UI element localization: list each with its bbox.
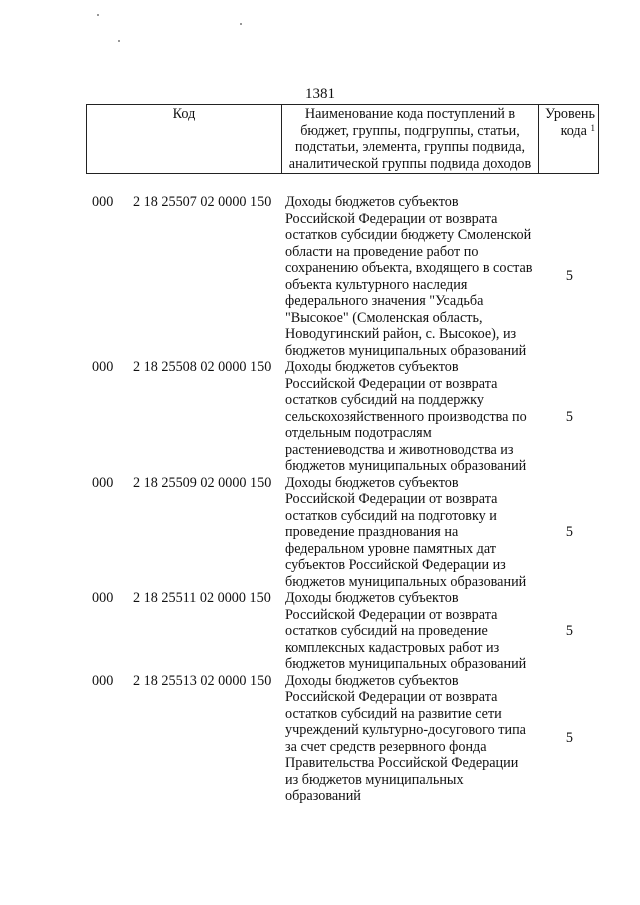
revenue-name-line: учреждений культурно-досугового типа bbox=[285, 722, 526, 738]
revenue-name-line: Доходы бюджетов субъектов bbox=[285, 359, 459, 375]
table-row bbox=[86, 359, 599, 475]
revenue-name-line: остатков субсидии бюджету Смоленской bbox=[285, 227, 532, 243]
table-row bbox=[86, 673, 599, 805]
revenue-name-line: Российской Федерации от возврата bbox=[285, 210, 498, 227]
header-code bbox=[87, 105, 282, 174]
revenue-name-line: Российской Федерации от возврата bbox=[285, 689, 498, 705]
revenue-name-line: бюджетов муниципальных образований bbox=[285, 573, 527, 590]
revenue-name-line: бюджетов муниципальных образований bbox=[285, 342, 527, 359]
header-name-line: Наименование кода поступлений в bbox=[304, 106, 516, 122]
revenue-name-line: Доходы бюджетов субъектов bbox=[285, 590, 459, 606]
revenue-name-line: федерального значения "Усадьба bbox=[285, 293, 484, 309]
revenue-name bbox=[285, 475, 533, 591]
revenue-name-line: комплексных кадастровых работ из bbox=[285, 639, 500, 656]
table-row bbox=[86, 194, 599, 359]
level-code: 5 bbox=[565, 730, 573, 747]
revenue-name-line: отдельным подотраслям bbox=[285, 425, 432, 441]
revenue-code-list bbox=[86, 194, 599, 805]
level-code: 5 bbox=[565, 623, 573, 639]
header-name-line: подстатьи, элемента, группы подвида, bbox=[294, 139, 526, 155]
revenue-code: 2 18 25509 02 0000 150 bbox=[133, 474, 272, 491]
level-code: 5 bbox=[565, 524, 573, 540]
revenue-name-line: Доходы бюджетов субъектов bbox=[285, 672, 459, 689]
level-code: 5 bbox=[565, 408, 573, 425]
table-row bbox=[86, 590, 599, 673]
revenue-name-line: бюджетов муниципальных образований bbox=[285, 458, 527, 474]
header-level-line: Уровень bbox=[545, 106, 595, 122]
revenue-name-line: остатков субсидий на подготовку и bbox=[285, 507, 497, 524]
revenue-name-line: остатков субсидий на проведение bbox=[285, 623, 488, 639]
revenue-name-line: "Высокое" (Смоленская область, bbox=[285, 309, 483, 326]
scan-speck bbox=[118, 40, 120, 42]
revenue-name bbox=[285, 194, 533, 359]
revenue-name-line: растениеводства и животноводства из bbox=[285, 441, 514, 458]
header-level bbox=[539, 105, 599, 174]
revenue-code: 2 18 25511 02 0000 150 bbox=[133, 590, 271, 606]
revenue-name-line: объекта культурного наследия bbox=[285, 276, 468, 293]
revenue-name-line: остатков субсидий на развитие сети bbox=[285, 705, 502, 722]
revenue-code: 2 18 25507 02 0000 150 bbox=[133, 194, 272, 210]
page-number: 1381 bbox=[305, 86, 335, 102]
revenue-name-line: образований bbox=[285, 788, 361, 804]
revenue-name-line: за счет средств резервного фонда bbox=[285, 738, 487, 755]
revenue-name-line: Доходы бюджетов субъектов bbox=[285, 194, 459, 210]
revenue-name bbox=[285, 590, 533, 673]
admin-code: 000 bbox=[92, 194, 114, 210]
revenue-name-line: субъектов Российской Федерации из bbox=[285, 557, 506, 573]
admin-code: 000 bbox=[92, 474, 114, 491]
admin-code: 000 bbox=[92, 359, 114, 375]
revenue-name-line: Российской Федерации от возврата bbox=[285, 606, 498, 623]
revenue-name-line: Новодугинский район, с. Высокое), из bbox=[285, 326, 517, 342]
scan-speck bbox=[97, 14, 99, 16]
revenue-code: 2 18 25508 02 0000 150 bbox=[133, 359, 272, 375]
revenue-name-line: Доходы бюджетов субъектов bbox=[285, 474, 459, 491]
header-code-label: Код bbox=[172, 106, 196, 122]
column-header-table bbox=[86, 104, 599, 174]
revenue-name-line: сельскохозяйственного производства по bbox=[285, 408, 527, 425]
header-name bbox=[282, 105, 539, 174]
header-level-line: кода bbox=[560, 122, 587, 139]
level-code: 5 bbox=[565, 268, 573, 285]
revenue-name-line: бюджетов муниципальных образований bbox=[285, 656, 527, 672]
admin-code: 000 bbox=[92, 590, 114, 606]
header-name-line: аналитической группы подвида доходов bbox=[288, 155, 532, 172]
revenue-name bbox=[285, 673, 533, 805]
revenue-name-line: области на проведение работ по bbox=[285, 243, 479, 260]
revenue-code: 2 18 25513 02 0000 150 bbox=[133, 672, 272, 689]
footnote-marker: 1 bbox=[590, 122, 595, 133]
revenue-name-line: сохранению объекта, входящего в состав bbox=[285, 260, 533, 276]
revenue-name-line: Российской Федерации от возврата bbox=[285, 491, 498, 507]
table-row bbox=[86, 475, 599, 591]
scan-speck bbox=[240, 23, 242, 25]
revenue-name-line: проведение празднования на bbox=[285, 524, 459, 540]
admin-code: 000 bbox=[92, 672, 114, 689]
revenue-name-line: Правительства Российской Федерации bbox=[285, 755, 519, 771]
revenue-name-line: Российской Федерации от возврата bbox=[285, 375, 498, 392]
revenue-name bbox=[285, 359, 533, 475]
revenue-name-line: остатков субсидий на поддержку bbox=[285, 392, 484, 408]
revenue-name-line: из бюджетов муниципальных bbox=[285, 771, 464, 788]
header-name-line: бюджет, группы, подгруппы, статьи, bbox=[300, 122, 520, 139]
revenue-name-line: федеральном уровне памятных дат bbox=[285, 540, 496, 557]
